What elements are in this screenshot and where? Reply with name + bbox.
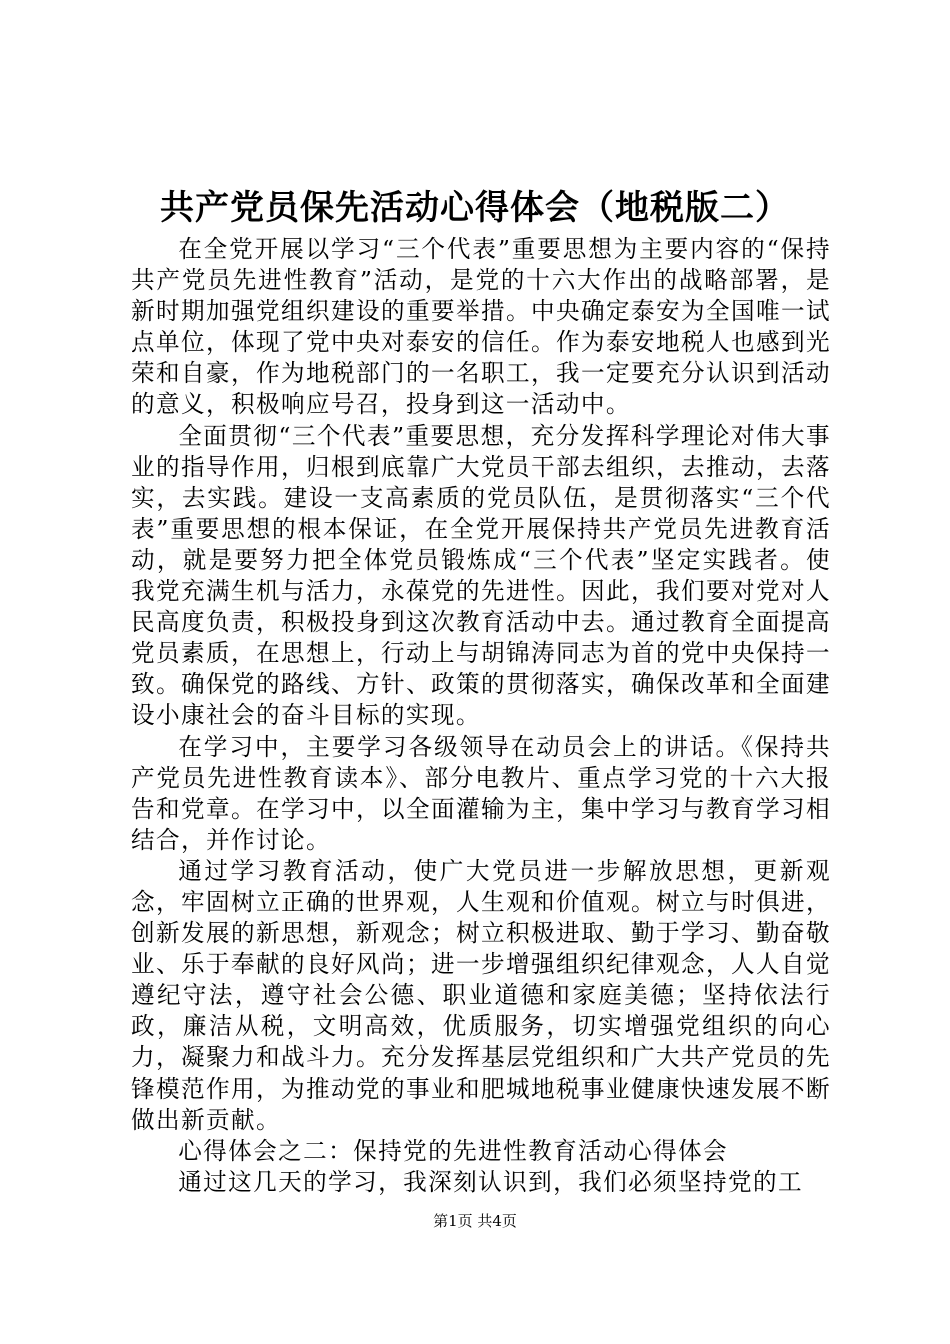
document-body — [131, 234, 831, 1198]
section-heading: 心得体会之二：保持党的先进性教育活动心得体会 — [178, 1136, 729, 1165]
paragraph: 全面贯彻“三个代表”重要思想，充分发挥科学理论对伟大事业的指导作用，归根到底靠广大党员干部去组织，去推动，去落实，去实践。建设一支高素质的党员队伍，是贯彻落实“三个代表”重要思想的根本保证，在全党开展保持共产党员先进教育活动，就是要努力把全体党员锻炼成“三个代表”坚定实践者。使我党充满生机与活力，永葆党的先进性。因此，我们要对党对人民高度负责，积极投身到这次教育活动中去。通过教育全面提高党员素质，在思想上，行动上与胡锦涛同志为首的党中央保持一致。确保党的路线、方针、政策的贯彻落实，确保改革和全面建设小康社会的奋斗目标的实现。 — [131, 421, 831, 730]
page-title: 共产党员保先活动心得体会（地税版二） — [160, 188, 790, 228]
page-number-footer: 第1页 共4页 — [433, 1212, 517, 1230]
paragraph: 在学习中，主要学习各级领导在动员会上的讲话。《保持共产党员先进性教育读本》、部分电教片、重点学习党的十六大报告和党章。在学习中，以全面灌输为主，集中学习与教育学习相结合，并作讨论。 — [131, 732, 831, 854]
paragraph: 通过这几天的学习，我深刻认识到，我们必须坚持党的工 — [178, 1167, 804, 1196]
paragraph: 通过学习教育活动，使广大党员进一步解放思想，更新观念，牢固树立正确的世界观，人生观和价值观。树立与时俱进，创新发展的新思想，新观念；树立积极进取、勤于学习、勤奋敬业、乐于奉献的良好风尚；进一步增强组织纪律观念，人人自觉遵纪守法，遵守社会公德、职业道德和家庭美德；坚持依法行政，廉洁从税，文明高效，优质服务，切实增强党组织的向心力，凝聚力和战斗力。充分发挥基层党组织和广大共产党员的先锋模范作用，为推动党的事业和肥城地税事业健康快速发展不断做出新贡献。 — [131, 856, 831, 1134]
paragraph: 在全党开展以学习“三个代表”重要思想为主要内容的“保持共产党员先进性教育”活动，是党的十六大作出的战略部署，是新时期加强党组织建设的重要举措。中央确定泰安为全国唯一试点单位，体现了党中央对泰安的信任。作为泰安地税人也感到光荣和自豪，作为地税部门的一名职工，我一定要充分认识到活动的意义，积极响应号召，投身到这一活动中。 — [131, 235, 831, 419]
